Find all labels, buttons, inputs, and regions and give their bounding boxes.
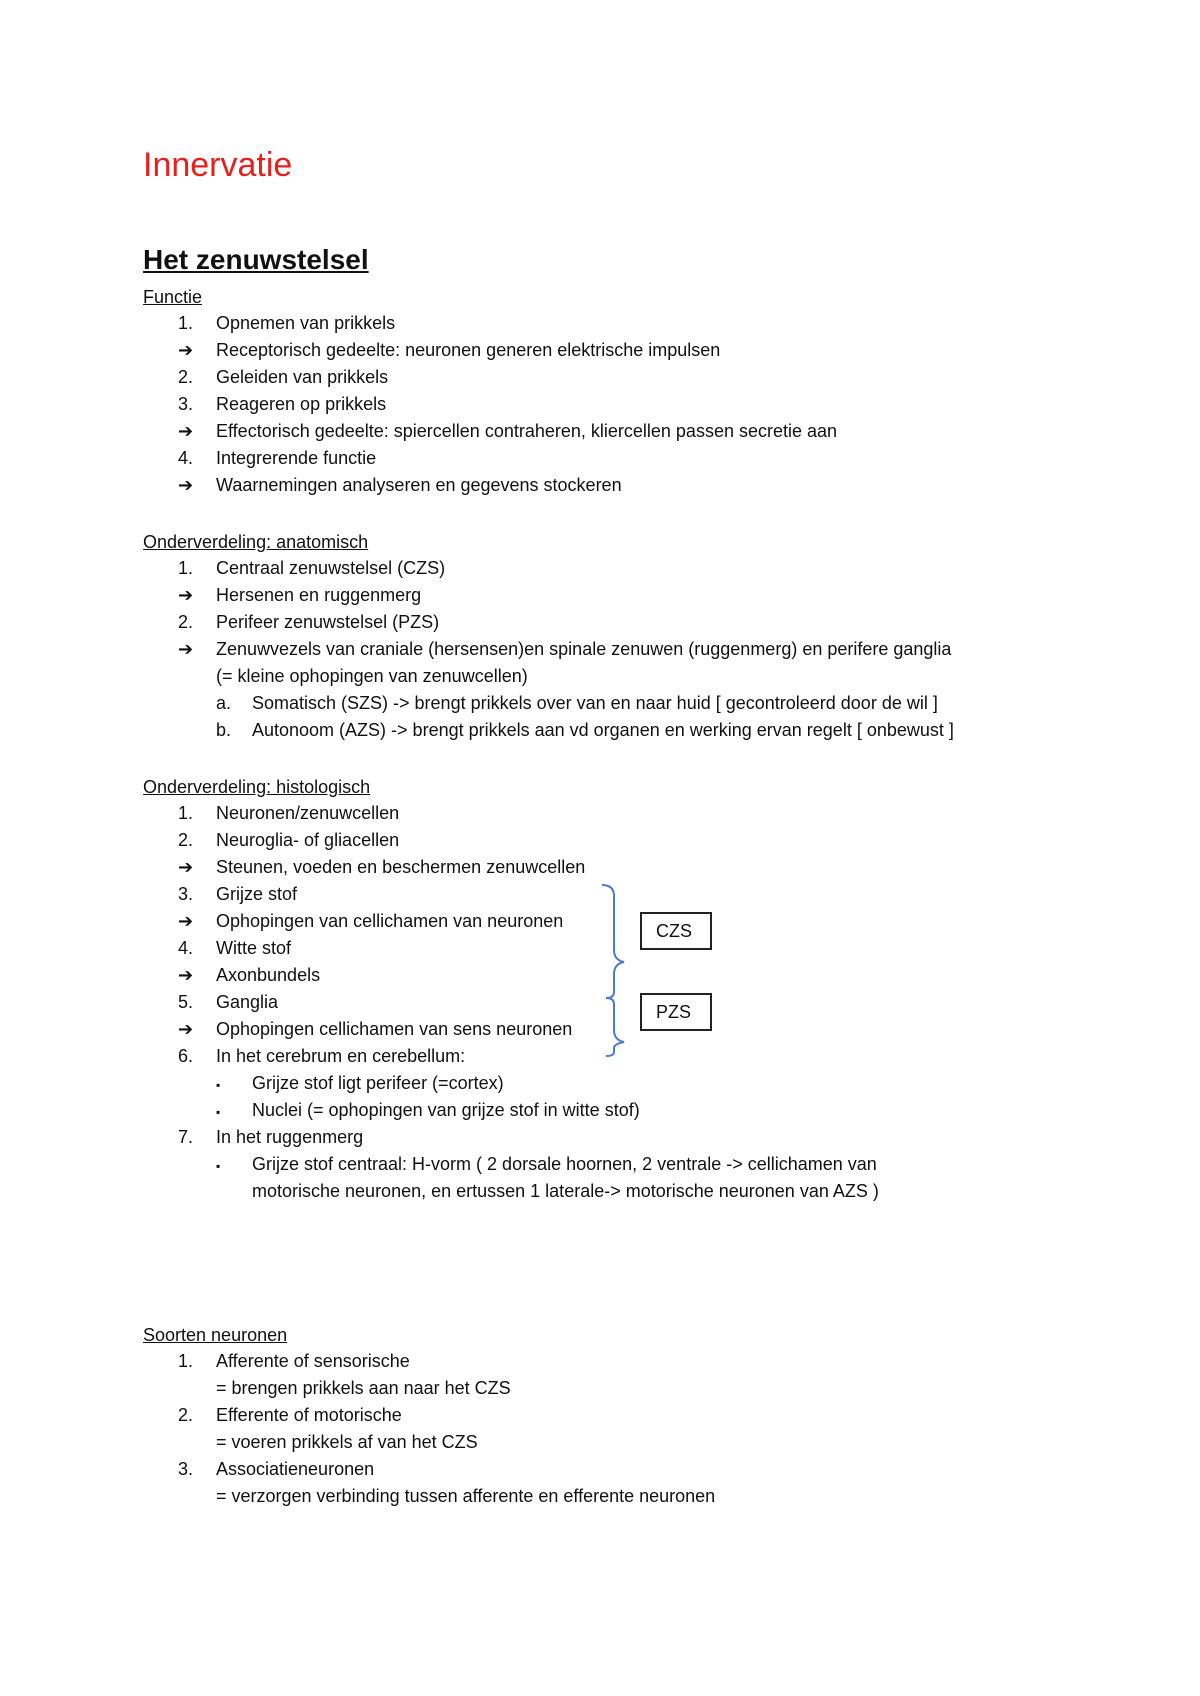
arrow-icon: ➔ [178, 421, 194, 441]
subheading-functie: Functie [143, 287, 203, 307]
czs-bracket [602, 885, 624, 998]
square-bullet-icon: ▪ [216, 1105, 221, 1119]
arrow-icon: ➔ [178, 340, 194, 360]
list-item: Grijze stof ligt perifeer (=cortex) [252, 1073, 504, 1093]
list-item: Ophopingen van cellichamen van neuronen [216, 911, 564, 931]
list-item: Grijze stof [216, 884, 298, 904]
list-number: 3. [178, 1459, 194, 1479]
list-item: Axonbundels [216, 965, 321, 985]
list-item: = voeren prikkels af van het CZS [216, 1432, 478, 1452]
list-item: Efferente of motorische [216, 1405, 402, 1425]
list-item: Associatieneuronen [216, 1459, 375, 1479]
list-item: motorische neuronen, en ertussen 1 laterale-> motorische neuronen van AZS ) [252, 1181, 879, 1201]
list-item: Autonoom (AZS) -> brengt prikkels aan vd organen en werking ervan regelt [ onbewust ] [252, 720, 954, 740]
list-number: 2. [178, 367, 194, 387]
list-number: 1. [178, 313, 194, 333]
list-item: Hersenen en ruggenmerg [216, 585, 422, 605]
list-item: In het ruggenmerg [216, 1127, 364, 1147]
list-item: Perifeer zenuwstelsel (PZS) [216, 612, 440, 632]
list-item: Afferente of sensorische [216, 1351, 410, 1371]
document-title: Innervatie [143, 146, 293, 184]
list-number: 5. [178, 992, 194, 1012]
list-item: Zenuwvezels van craniale (hersensen)en spinale zenuwen (ruggenmerg) en perifere ganglia [216, 639, 952, 659]
list-number: 2. [178, 830, 194, 850]
subheading-histologisch: Onderverdeling: histologisch [143, 777, 371, 797]
list-item: In het cerebrum en cerebellum: [216, 1046, 466, 1066]
square-bullet-icon: ▪ [216, 1159, 221, 1173]
list-number: 3. [178, 394, 194, 414]
list-item: Effectorisch gedeelte: spiercellen contraheren, kliercellen passen secretie aan [216, 421, 838, 441]
list-item: Nuclei (= ophopingen van grijze stof in witte stof) [252, 1100, 640, 1120]
square-bullet-icon: ▪ [216, 1078, 221, 1092]
list-number: 1. [178, 558, 194, 578]
list-item: Integrerende functie [216, 448, 377, 468]
list-item: Receptorisch gedeelte: neuronen generen elektrische impulsen [216, 340, 721, 360]
pzs-box: PZS [640, 993, 712, 1031]
list-item: Opnemen van prikkels [216, 313, 396, 333]
list-number: 1. [178, 803, 194, 823]
list-item: = brengen prikkels aan naar het CZS [216, 1378, 511, 1398]
pzs-bracket [606, 998, 624, 1056]
list-item: Geleiden van prikkels [216, 367, 389, 387]
section-heading: Het zenuwstelsel [143, 244, 369, 275]
arrow-icon: ➔ [178, 965, 194, 985]
list-item: Ophopingen cellichamen van sens neuronen [216, 1019, 573, 1039]
list-item: (= kleine ophopingen van zenuwcellen) [216, 666, 528, 686]
list-item: Centraal zenuwstelsel (CZS) [216, 558, 446, 578]
list-item: Witte stof [216, 938, 292, 958]
arrow-icon: ➔ [178, 475, 194, 495]
czs-box: CZS [640, 912, 712, 950]
list-number: 6. [178, 1046, 194, 1066]
list-number: 1. [178, 1351, 194, 1371]
list-item: Neuroglia- of gliacellen [216, 830, 400, 850]
arrow-icon: ➔ [178, 639, 194, 659]
arrow-icon: ➔ [178, 911, 194, 931]
list-number: 2. [178, 1405, 194, 1425]
list-number: b. [216, 720, 232, 740]
list-number: 3. [178, 884, 194, 904]
list-item: = verzorgen verbinding tussen afferente en efferente neuronen [216, 1486, 716, 1506]
list-number: a. [216, 693, 232, 713]
list-item: Neuronen/zenuwcellen [216, 803, 400, 823]
list-number: 4. [178, 938, 194, 958]
list-number: 7. [178, 1127, 194, 1147]
arrow-icon: ➔ [178, 1019, 194, 1039]
list-number: 4. [178, 448, 194, 468]
list-item: Waarnemingen analyseren en gegevens stockeren [216, 475, 622, 495]
subheading-soorten: Soorten neuronen [143, 1325, 288, 1345]
arrow-icon: ➔ [178, 585, 194, 605]
arrow-icon: ➔ [178, 857, 194, 877]
list-item: Somatisch (SZS) -> brengt prikkels over van en naar huid [ gecontroleerd door de wil ] [252, 693, 938, 713]
bracket-lines [600, 880, 630, 1060]
subheading-anatomisch: Onderverdeling: anatomisch [143, 532, 369, 552]
list-item: Reageren op prikkels [216, 394, 387, 414]
list-item: Ganglia [216, 992, 279, 1012]
list-item: Grijze stof centraal: H-vorm ( 2 dorsale hoornen, 2 ventrale -> cellichamen van [252, 1154, 877, 1174]
list-number: 2. [178, 612, 194, 632]
list-item: Steunen, voeden en beschermen zenuwcellen [216, 857, 586, 877]
